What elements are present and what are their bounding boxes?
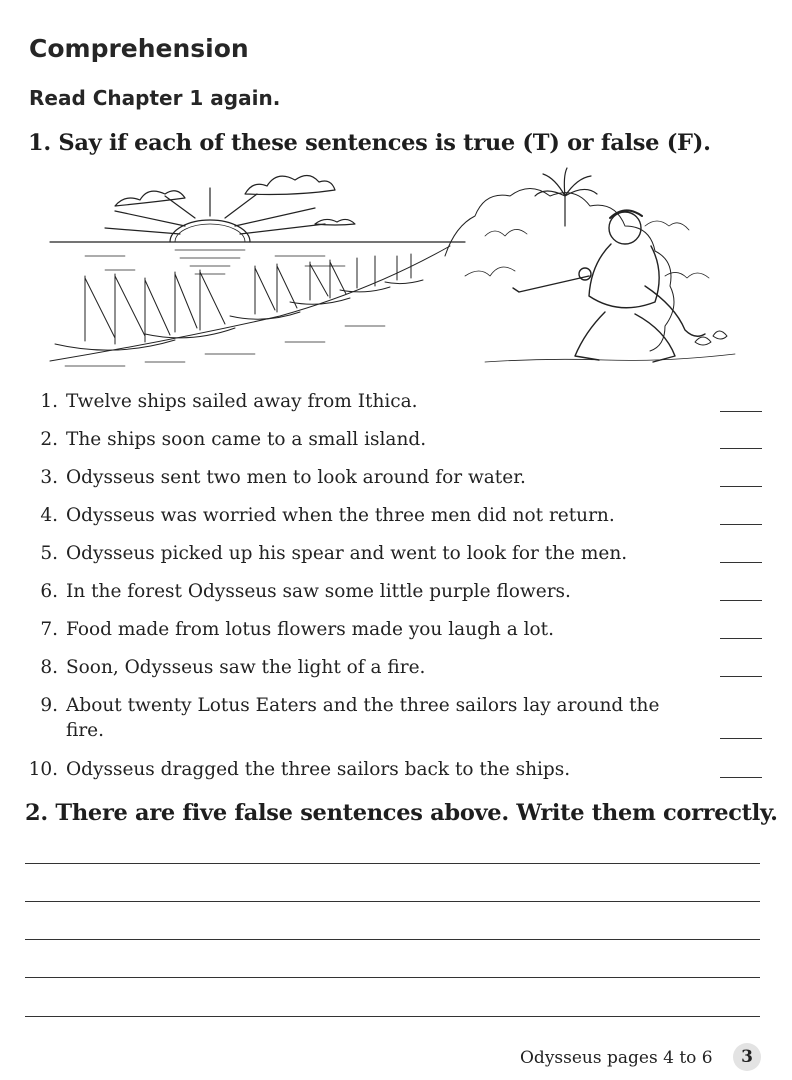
item-number: 1. — [40, 391, 58, 412]
item-sentence: Odysseus was worried when the three men did not return. — [66, 505, 615, 526]
question-1-title: 1. Say if each of these sentences is true (T) or false (F). — [28, 130, 711, 156]
odysseus-illustration — [45, 166, 750, 378]
item-sentence: Odysseus picked up his spear and went to look for the men. — [66, 543, 628, 564]
item-number: 3. — [40, 467, 58, 488]
answer-blank[interactable] — [720, 411, 762, 412]
writing-line[interactable] — [25, 1016, 760, 1017]
answer-blank[interactable] — [720, 777, 762, 778]
footer-label: Odysseus pages 4 to 6 — [520, 1048, 713, 1068]
item-number: 7. — [40, 619, 58, 640]
item-number: 6. — [40, 581, 58, 602]
item-sentence: Food made from lotus flowers made you laugh a lot. — [66, 619, 554, 640]
item-sentence: Soon, Odysseus saw the light of a fire. — [66, 657, 426, 678]
item-sentence: Twelve ships sailed away from Ithica. — [66, 391, 418, 412]
question-2-title: 2. There are five false sentences above. Write them correctly. — [25, 800, 778, 826]
item-sentence: Odysseus sent two men to look around for water. — [66, 467, 526, 488]
writing-line[interactable] — [25, 901, 760, 902]
item-number: 2. — [40, 429, 58, 450]
item-number: 8. — [40, 657, 58, 678]
item-number: 5. — [40, 543, 58, 564]
answer-blank[interactable] — [720, 676, 762, 677]
writing-line[interactable] — [25, 939, 760, 940]
answer-blank[interactable] — [720, 562, 762, 563]
writing-line[interactable] — [25, 977, 760, 978]
instruction-heading: Read Chapter 1 again. — [29, 86, 281, 110]
writing-line[interactable] — [25, 863, 760, 864]
item-number: 4. — [40, 505, 58, 526]
item-number: 9. — [40, 695, 58, 716]
item-number: 10. — [28, 759, 58, 780]
item-sentence: The ships soon came to a small island. — [66, 429, 427, 450]
item-sentence: Odysseus dragged the three sailors back to the ships. — [66, 759, 571, 780]
answer-blank[interactable] — [720, 738, 762, 739]
item-sentence: About twenty Lotus Eaters and the three sailors lay around the fire. — [66, 695, 660, 741]
page-title: Comprehension — [29, 34, 249, 63]
answer-blank[interactable] — [720, 638, 762, 639]
item-sentence: In the forest Odysseus saw some little purple flowers. — [66, 581, 571, 602]
answer-blank[interactable] — [720, 600, 762, 601]
answer-blank[interactable] — [720, 524, 762, 525]
answer-blank[interactable] — [720, 448, 762, 449]
answer-blank[interactable] — [720, 486, 762, 487]
page-number: 3 — [733, 1043, 761, 1071]
